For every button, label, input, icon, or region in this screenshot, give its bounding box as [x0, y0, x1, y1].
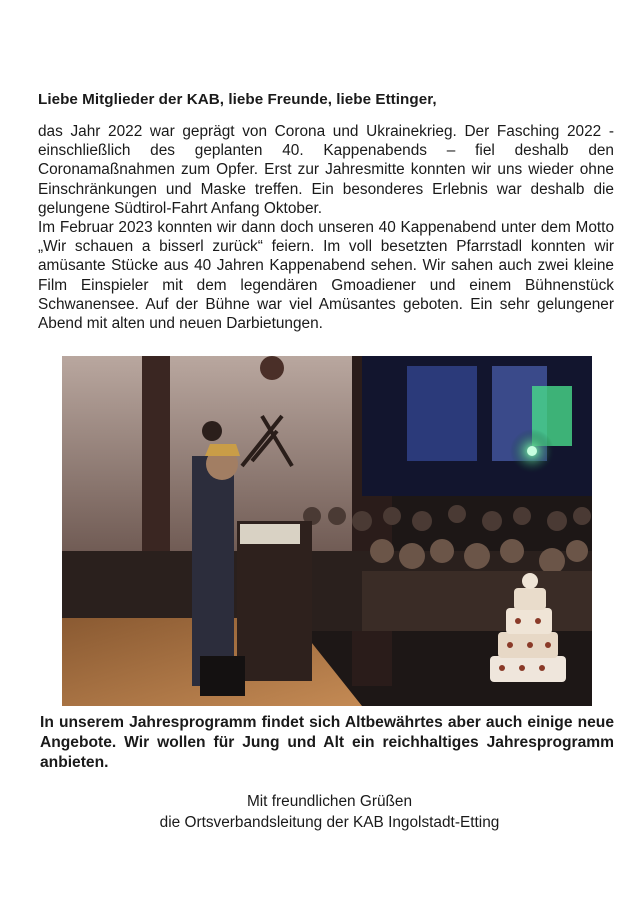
letter-body	[38, 122, 614, 333]
closing-salutation: Mit freundlichen Grüßen	[246, 793, 413, 810]
paragraph-2023: Im Februar 2023 konnten wir dann doch unseren 40 Kappenabend unter dem Motto „Wir schauen a bisserl zurück“ feiern. Im voll besetzten Pfarrstadl konnten wir amüsante Stücke aus 40 Jahren Kappenabend sehen. Wir sahen auch zwei kleine Film Einspieler mit dem legendären Gmoadiener und einem Bühnenstück Schwanensee. Auf der Bühne war viel Amüsantes geboten. Ein sehr gelungener Abend mit alten und neuen Darbietungen.	[38, 219, 614, 333]
event-photo	[62, 356, 592, 706]
letter-greeting: Liebe Mitglieder der KAB, liebe Freunde, liebe Ettinger,	[38, 91, 437, 108]
program-announcement: In unserem Jahresprogramm findet sich Altbewährtes aber auch einige neue Angebote. Wir wollen für Jung und Alt ein reichhaltiges Jahresprogramm anbieten.	[40, 714, 614, 771]
paragraph-2022: das Jahr 2022 war geprägt von Corona und Ukrainekrieg. Der Fasching 2022 - einschließlich des geplanten 40. Kappenabends – fiel deshalb den Coronamaßnahmen zum Opfer. Erst zur Jahresmitte konnten wir uns wieder ohne Einschränkungen und Maske treffen. Ein besonderes Erlebnis war deshalb die gelungene Südtirol-Fahrt Anfang Oktober.	[38, 123, 614, 217]
closing-signature: die Ortsverbandsleitung der KAB Ingolstadt-Etting	[159, 814, 500, 831]
event-photo-image	[62, 356, 592, 706]
